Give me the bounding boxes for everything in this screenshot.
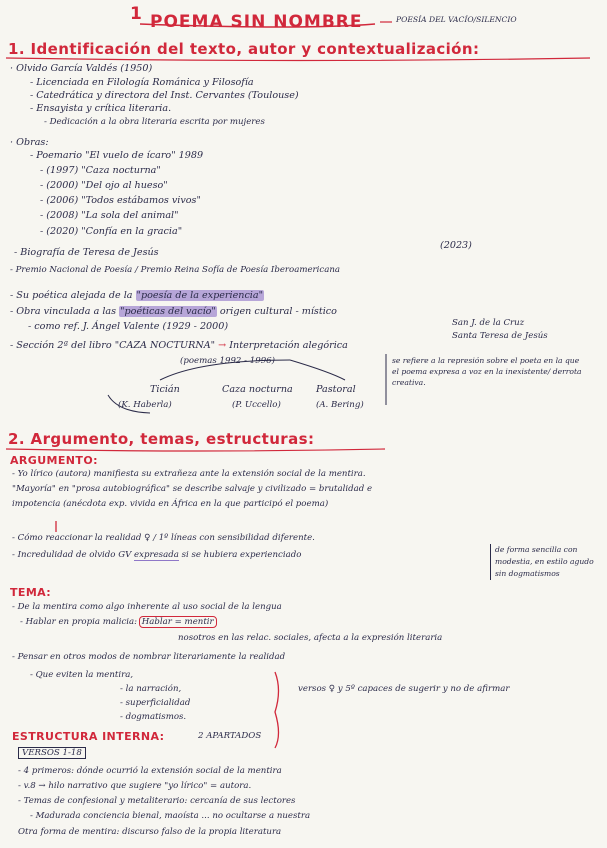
bracket-sub: (A. Bering): [316, 400, 364, 410]
versos-box: VERSOS 1-18: [18, 747, 86, 759]
tema-line: - Pensar en otros modos de nombrar literariamente la realidad: [12, 652, 286, 662]
section2-heading: 2. Argumento, temas, estructuras:: [8, 430, 315, 448]
premio-line: - Premio Nacional de Poesía / Premio Reina Sofía de Poesía Iberoamericana: [10, 265, 341, 275]
obra-item: - (2020) "Confía en la gracia": [40, 226, 183, 237]
section1-underline: [6, 58, 590, 61]
author-line: · Olvido García Valdés (1950): [10, 63, 153, 74]
seccion-text: - Sección 2ª del libro "CAZA NOCTURNA": [10, 340, 216, 351]
author-item: - Catedrática y directora del Inst. Cervantes (Toulouse): [30, 90, 299, 101]
bracket-label: Pastoral: [316, 384, 356, 395]
obra-item: - Poemario "El vuelo de ícaro" 1989: [30, 150, 204, 161]
obra-vinculada-post: origen cultural - místico: [219, 306, 337, 317]
tema-label: TEMA:: [10, 586, 52, 599]
obra-item: - (2000) "Del ojo al hueso": [40, 180, 168, 191]
argumento-label: ARGUMENTO:: [10, 454, 98, 467]
tema-line-2: [20, 617, 216, 627]
arg-line: impotencia (anécdota exp. vivida en África en la que participó el poema): [12, 499, 329, 509]
estructura-line: - Temas de confesional y metaliterario: cercanía de sus lectores: [18, 796, 296, 806]
estructura-line: - Madurada conciencia bienal, maoísta ... no ocultarse a nuestra: [30, 811, 311, 821]
obra-item: - (2008) "La sola del animal": [40, 210, 179, 221]
estructura-sub: 2 APARTADOS: [198, 731, 262, 741]
bracket-label: Caza nocturna: [222, 384, 293, 395]
bracket-sub: (P. Uccello): [232, 400, 281, 410]
obra-vinculada-text: - Obra vinculada a las: [10, 306, 117, 317]
arg-line-5: [12, 550, 301, 560]
author-item: - Ensayista y crítica literaria.: [30, 103, 172, 114]
poetica-highlight: "poesía de la experiencia": [136, 290, 264, 301]
estructura-line: - v.8 → hilo narrativo que sugiere "yo lírico" = autora.: [18, 781, 252, 791]
tema-line: nosotros en las relac. sociales, afecta a la expresión literaria: [178, 633, 443, 643]
estructura-label: ESTRUCTURA INTERNA:: [12, 730, 165, 743]
page-number: 1: [130, 4, 143, 24]
tema-brace-note: versos ♀ y 5º capaces de sugerir y no de afirmar: [298, 684, 510, 694]
biografia-line: - Biografía de Teresa de Jesús: [14, 247, 159, 258]
arg-side-note: de forma sencilla con modestia, en estilo agudo sin dogmatismos: [490, 544, 605, 580]
arg-line: "Mayoría" en "prosa autobiográfica" se describe salvaje y civilizado = brutalidad e: [12, 484, 373, 494]
obra-vinculada-highlight: "poéticas del vacío": [120, 306, 216, 317]
title-tag: POESÍA DEL VACÍO/SILENCIO: [396, 15, 517, 24]
bracket-label: Ticián: [150, 384, 180, 395]
tema-list-item: - Que eviten la mentira,: [30, 670, 134, 680]
obra-item: - (2006) "Todos estábamos vivos": [40, 195, 201, 206]
tema-brace: [275, 672, 279, 748]
arrow-icon: →: [218, 340, 227, 351]
seccion-line: [10, 340, 348, 351]
obras-label: · Obras:: [10, 137, 49, 148]
arg-line: - Cómo reaccionar la realidad ♀ / 1º líneas con sensibilidad diferente.: [12, 533, 315, 543]
ref-line: - como ref. J. Ángel Valente (1929 - 2000): [28, 321, 229, 332]
poems-bracket-right: [290, 360, 345, 380]
tema-list-item: - dogmatismos.: [120, 712, 187, 722]
note-box-text: se refiere a la represión sobre el poeta en la que el poema expresa a voz en la inexistente/ derrota creativa.: [392, 356, 582, 387]
ref-right-2: Santa Teresa de Jesús: [452, 331, 548, 341]
arg-line-5-post: si se hubiera experienciado: [181, 550, 302, 560]
author-item: - Licenciada en Filología Románica y Filosofía: [30, 77, 254, 88]
poetica-line: [10, 290, 264, 301]
tema-line-2-text: - Hablar en propia malicia:: [20, 617, 138, 627]
bracket-sub: (K. Haberla): [118, 400, 172, 410]
obra-item: - (1997) "Caza nocturna": [40, 165, 161, 176]
ref-right-1: San J. de la Cruz: [452, 318, 525, 328]
obra-vinculada-line: [10, 306, 337, 317]
page-title: POEMA SIN NOMBRE: [150, 12, 363, 32]
tema-list-item: - la narración,: [120, 684, 182, 694]
tema-line: - De la mentira como algo inherente al uso social de la lengua: [12, 602, 282, 612]
tema-list-item: - superficialidad: [120, 698, 191, 708]
section1-heading: 1. Identificación del texto, autor y contextualización:: [8, 40, 480, 58]
poemas-range: (poemas 1992 - 1996): [180, 356, 275, 366]
tema-highlight: Hablar = mentir: [141, 617, 214, 627]
estructura-line: - 4 primeros: dónde ocurrió la extensión social de la mentira: [18, 766, 282, 776]
poetica-text: - Su poética alejada de la: [10, 290, 133, 301]
section2-underline: [6, 449, 385, 451]
author-item: - Dedicación a la obra literaria escrita por mujeres: [44, 117, 265, 127]
seccion-post: Interpretación alegórica: [229, 340, 348, 351]
arg-line: - Yo lírico (autora) manifiesta su extrañeza ante la extensión social de la mentira.: [12, 469, 366, 479]
arg-line-5-text: - Incredulidad de olvido GV: [12, 550, 132, 560]
arg-line-5-highlight: expresada: [134, 550, 179, 560]
estructura-line: Otra forma de mentira: discurso falso de la propia literatura: [18, 827, 282, 837]
year-note: (2023): [440, 240, 472, 251]
